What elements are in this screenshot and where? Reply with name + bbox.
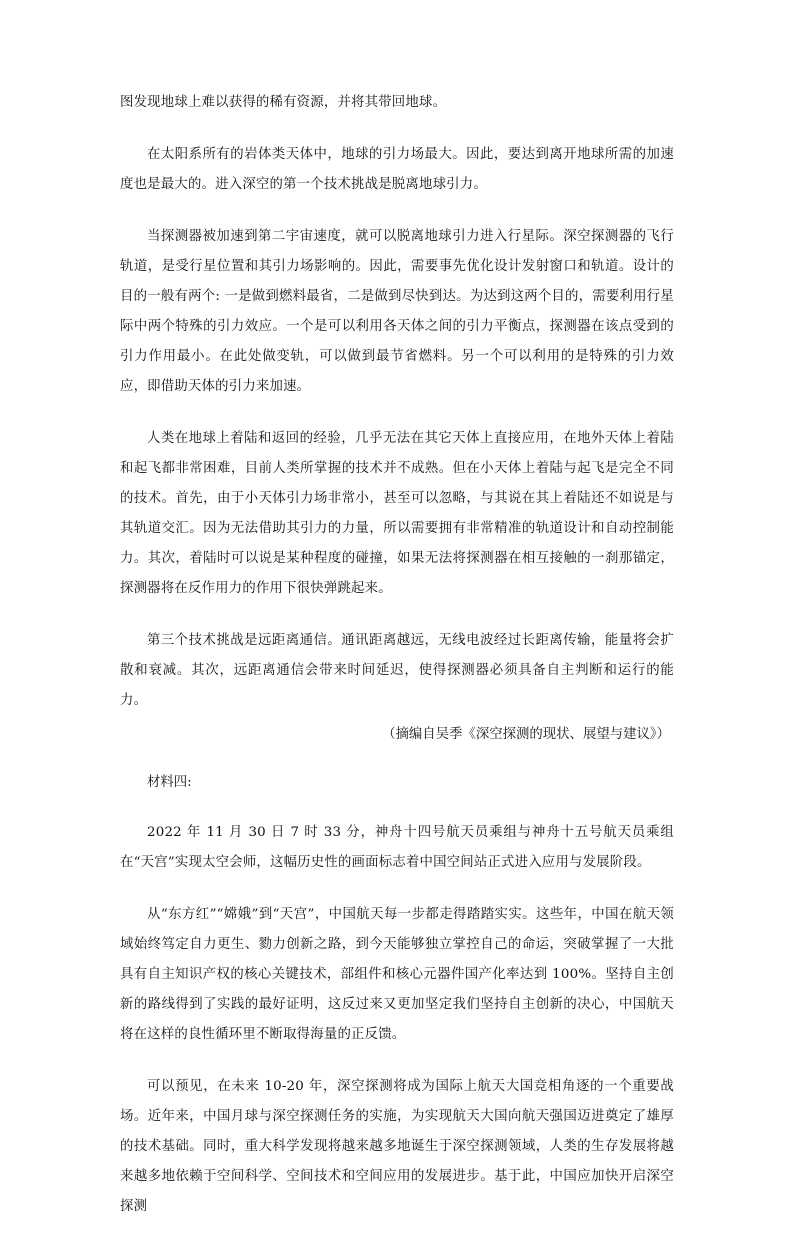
paragraph-trajectory: 当探测器被加速到第二宇宙速度，就可以脱离地球引力进入行星际。深空探测器的飞行轨道，是受行星位置和其引力场影响的。因此，需要事先优化设计发射窗口和轨道。设计的目的一般有两个: 一是做到燃料最省，二是做到尽快到达。为达到这两个目的，需要利用行星际中两个特殊的引力效应。一个是可以利用各天体之间的引力平衡点，探测器在该点受到的引力作用最小。在此处做变轨，可以做到最节省燃料。另一个可以利用的是特殊的引力效应，即借助天体的引力来加速。 bbox=[120, 229, 674, 394]
paragraph-innovation: 从“东方红”“嫦娥”到“天宫”，中国航天每一步都走得踏踏实实。这些年，中国在航天领域始终笃定自力更生、勠力创新之路，到今天能够独立掌控自己的命运，突破掌握了一大批具有自主知识产权的核心关键技术，部组件和核心元器件国产化率达到 100%。坚持自主创新的路线得到了实践的最好证明，这反过来又更加坚定我们坚持自主创新的决心，中国航天将在这样的良性循环里不断取得海量的正反馈。 bbox=[120, 907, 674, 1042]
paragraph-earth-gravity: 在太阳系所有的岩体类天体中，地球的引力场最大。因此，要达到离开地球所需的加速度也是最大的。进入深空的第一个技术挑战是脱离地球引力。 bbox=[120, 147, 674, 192]
paragraph-landing: 人类在地球上着陆和返回的经验，几乎无法在其它天体上直接应用，在地外天体上着陆和起飞都非常困难，目前人类所掌握的技术并不成熟。但在小天体上着陆与起飞是完全不同的技术。首先，由于小天体引力场非常小，甚至可以忽略，与其说在其上着陆还不如说是与其轨道交汇。因为无法借助其引力的力量，所以需要拥有非常精准的轨道设计和自动控制能力。其次，着陆时可以说是某种程度的碰撞，如果无法将探测器在相互接触的一刹那锚定，探测器将在反作用力的作用下很快弹跳起来。 bbox=[120, 431, 674, 596]
paragraph-continuation: 图发现地球上难以获得的稀有资源，并将其带回地球。 bbox=[120, 95, 447, 110]
source-citation: （摘编自吴季《深空探测的现状、展望与建议》） bbox=[382, 727, 670, 742]
paragraph-tiangong: 2022 年 11 月 30 日 7 时 33 分，神舟十四号航天员乘组与神舟十五号航天员乘组在“天宫”实现太空会师，这幅历史性的画面标志着中国空间站正式进入应用与发展阶段。 bbox=[120, 825, 674, 870]
paragraph-future: 可以预见，在未来 10-20 年，深空探测将成为国际上航天大国竞相角逐的一个重要战场。近年来，中国月球与深空探测任务的实施，为实现航天大国向航天强国迈进奠定了雄厚的技术基础。同时，重大科学发现将越来越多地诞生于深空探测领域，人类的生存发展将越来越多地依赖于空间科学、空间技术和空间应用的发展进步。基于此，中国应加快开启深空探测 bbox=[120, 1079, 674, 1214]
document-body bbox=[120, 88, 674, 1244]
paragraph-communication: 第三个技术挑战是远距离通信。通讯距离越远，无线电波经过长距离传输，能量将会扩散和衰减。其次，远距离通信会带来时间延迟，使得探测器必须具备自主判断和运行的能力。 bbox=[120, 633, 674, 708]
material-label: 材料四: bbox=[147, 775, 192, 790]
